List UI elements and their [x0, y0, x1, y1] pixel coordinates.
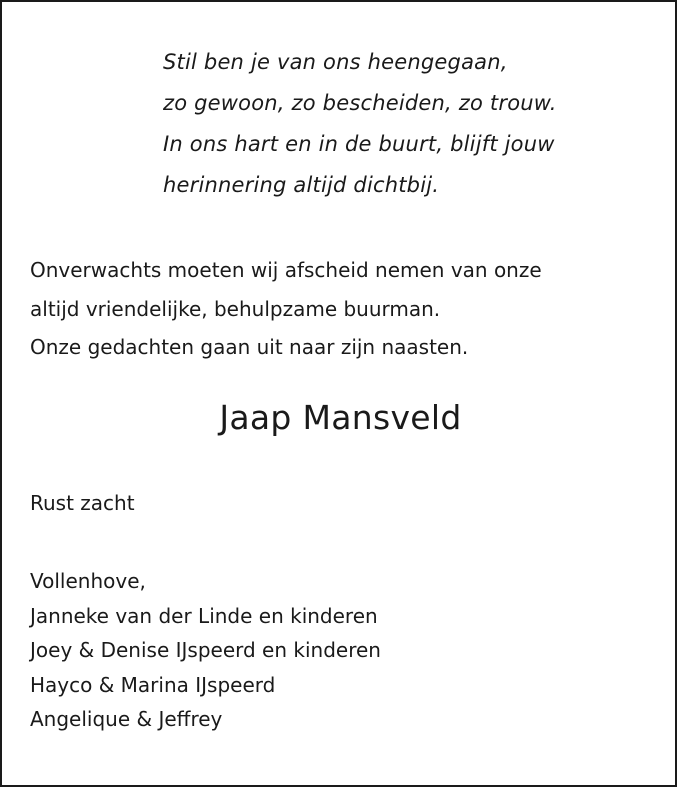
signoff-family: Angelique & Jeffrey — [30, 707, 223, 731]
condolence-message — [30, 251, 542, 367]
poem-line: herinnering altijd dichtbij. — [163, 173, 440, 197]
message-line: Onverwachts moeten wij afscheid nemen van onze — [30, 258, 542, 282]
signoff-family: Hayco & Marina IJspeerd — [30, 672, 276, 697]
poem-line: Stil ben je van ons heengegaan, — [163, 50, 508, 74]
poem-line: In ons hart en in de buurt, blijft jouw — [163, 132, 555, 156]
signoff-family: Janneke van der Linde en kinderen — [30, 603, 378, 628]
poem — [163, 42, 557, 206]
message-line: altijd vriendelijke, behulpzame buurman. — [30, 296, 441, 321]
signoff-place: Vollenhove, — [30, 569, 146, 593]
signoff-family: Joey & Denise IJspeerd en kinderen — [30, 638, 381, 662]
signoff — [30, 564, 381, 737]
message-line: Onze gedachten gaan uit naar zijn naasten. — [30, 335, 469, 359]
closing-text: Rust zacht — [30, 491, 135, 515]
deceased-name: Jaap Mansveld — [219, 398, 462, 437]
poem-line: zo gewoon, zo bescheiden, zo trouw. — [163, 91, 557, 115]
